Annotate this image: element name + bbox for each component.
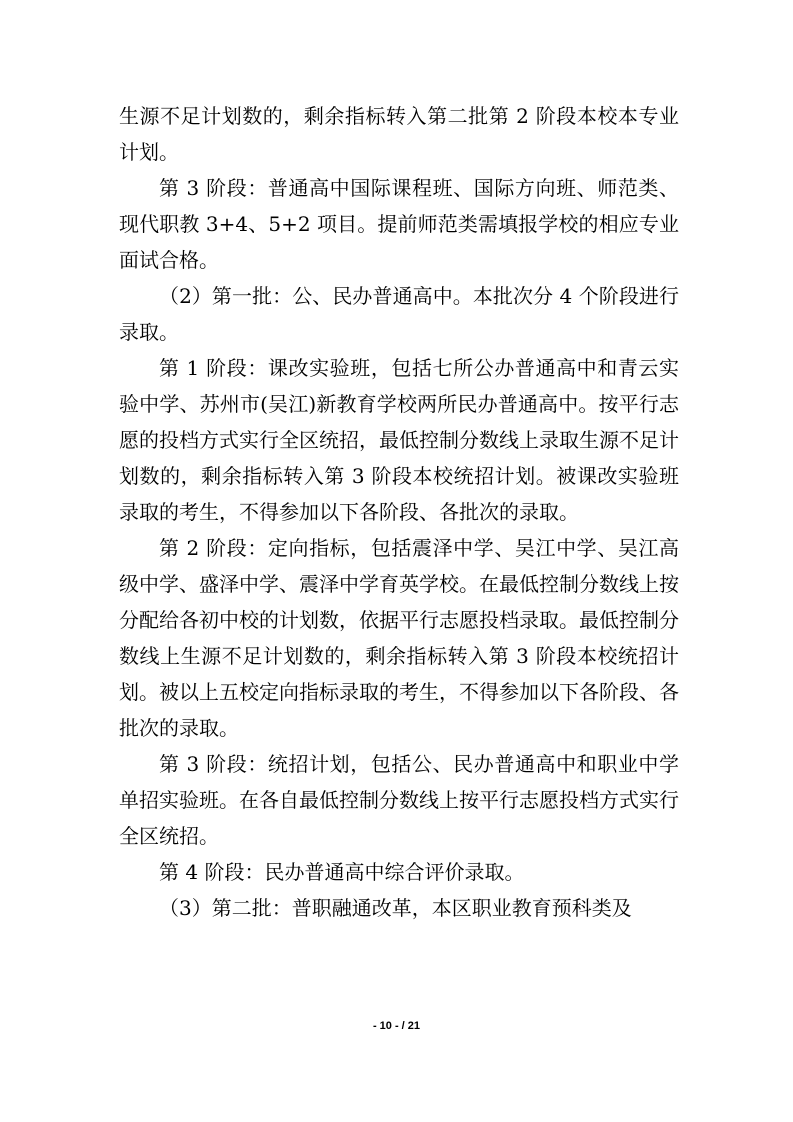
page-number-footer: - 10 - / 21 (372, 1020, 421, 1032)
paragraph-continuation: 生源不足计划数的，剩余指标转入第二批第 2 阶段本校本专业计划。 (119, 104, 679, 164)
paragraph-batch1-stage2: 第 2 阶段：定向指标，包括震泽中学、吴江中学、吴江高级中学、盛泽中学、震泽中学育英学校。在最低控制分数线上按分配给各初中校的计划数，依据平行志愿投档录取。最低控制分数线上生源不足计划数的，剩余指标转入第 3 阶段本校统招计划。被以上五校定向指标录取的考生，不得参加以下各阶段、各批次的录取。 (119, 536, 679, 740)
paragraph-batch1-stage1: 第 1 阶段：课改实验班，包括七所公办普通高中和青云实验中学、苏州市(吴江)新教育学校两所民办普通高中。按平行志愿的投档方式实行全区统招，最低控制分数线上录取生源不足计划数的，剩余指标转入第 3 阶段本校统招计划。被课改实验班录取的考生，不得参加以下各阶段、各批次的录取。 (119, 356, 679, 524)
paragraph-batch1-heading: （2）第一批：公、民办普通高中。本批次分 4 个阶段进行录取。 (119, 284, 679, 344)
paragraph-batch1-stage3: 第 3 阶段：统招计划，包括公、民办普通高中和职业中学单招实验班。在各自最低控制分数线上按平行志愿投档方式实行全区统招。 (119, 752, 679, 848)
paragraph-batch2-heading: （3）第二批：普职融通改革，本区职业教育预科类及 (159, 896, 632, 920)
paragraph-stage3-early: 第 3 阶段：普通高中国际课程班、国际方向班、师范类、现代职教 3+4、5+2 项目。提前师范类需填报学校的相应专业面试合格。 (119, 176, 679, 272)
document-body (119, 98, 679, 926)
paragraph-batch1-stage4: 第 4 阶段：民办普通高中综合评价录取。 (159, 860, 525, 884)
